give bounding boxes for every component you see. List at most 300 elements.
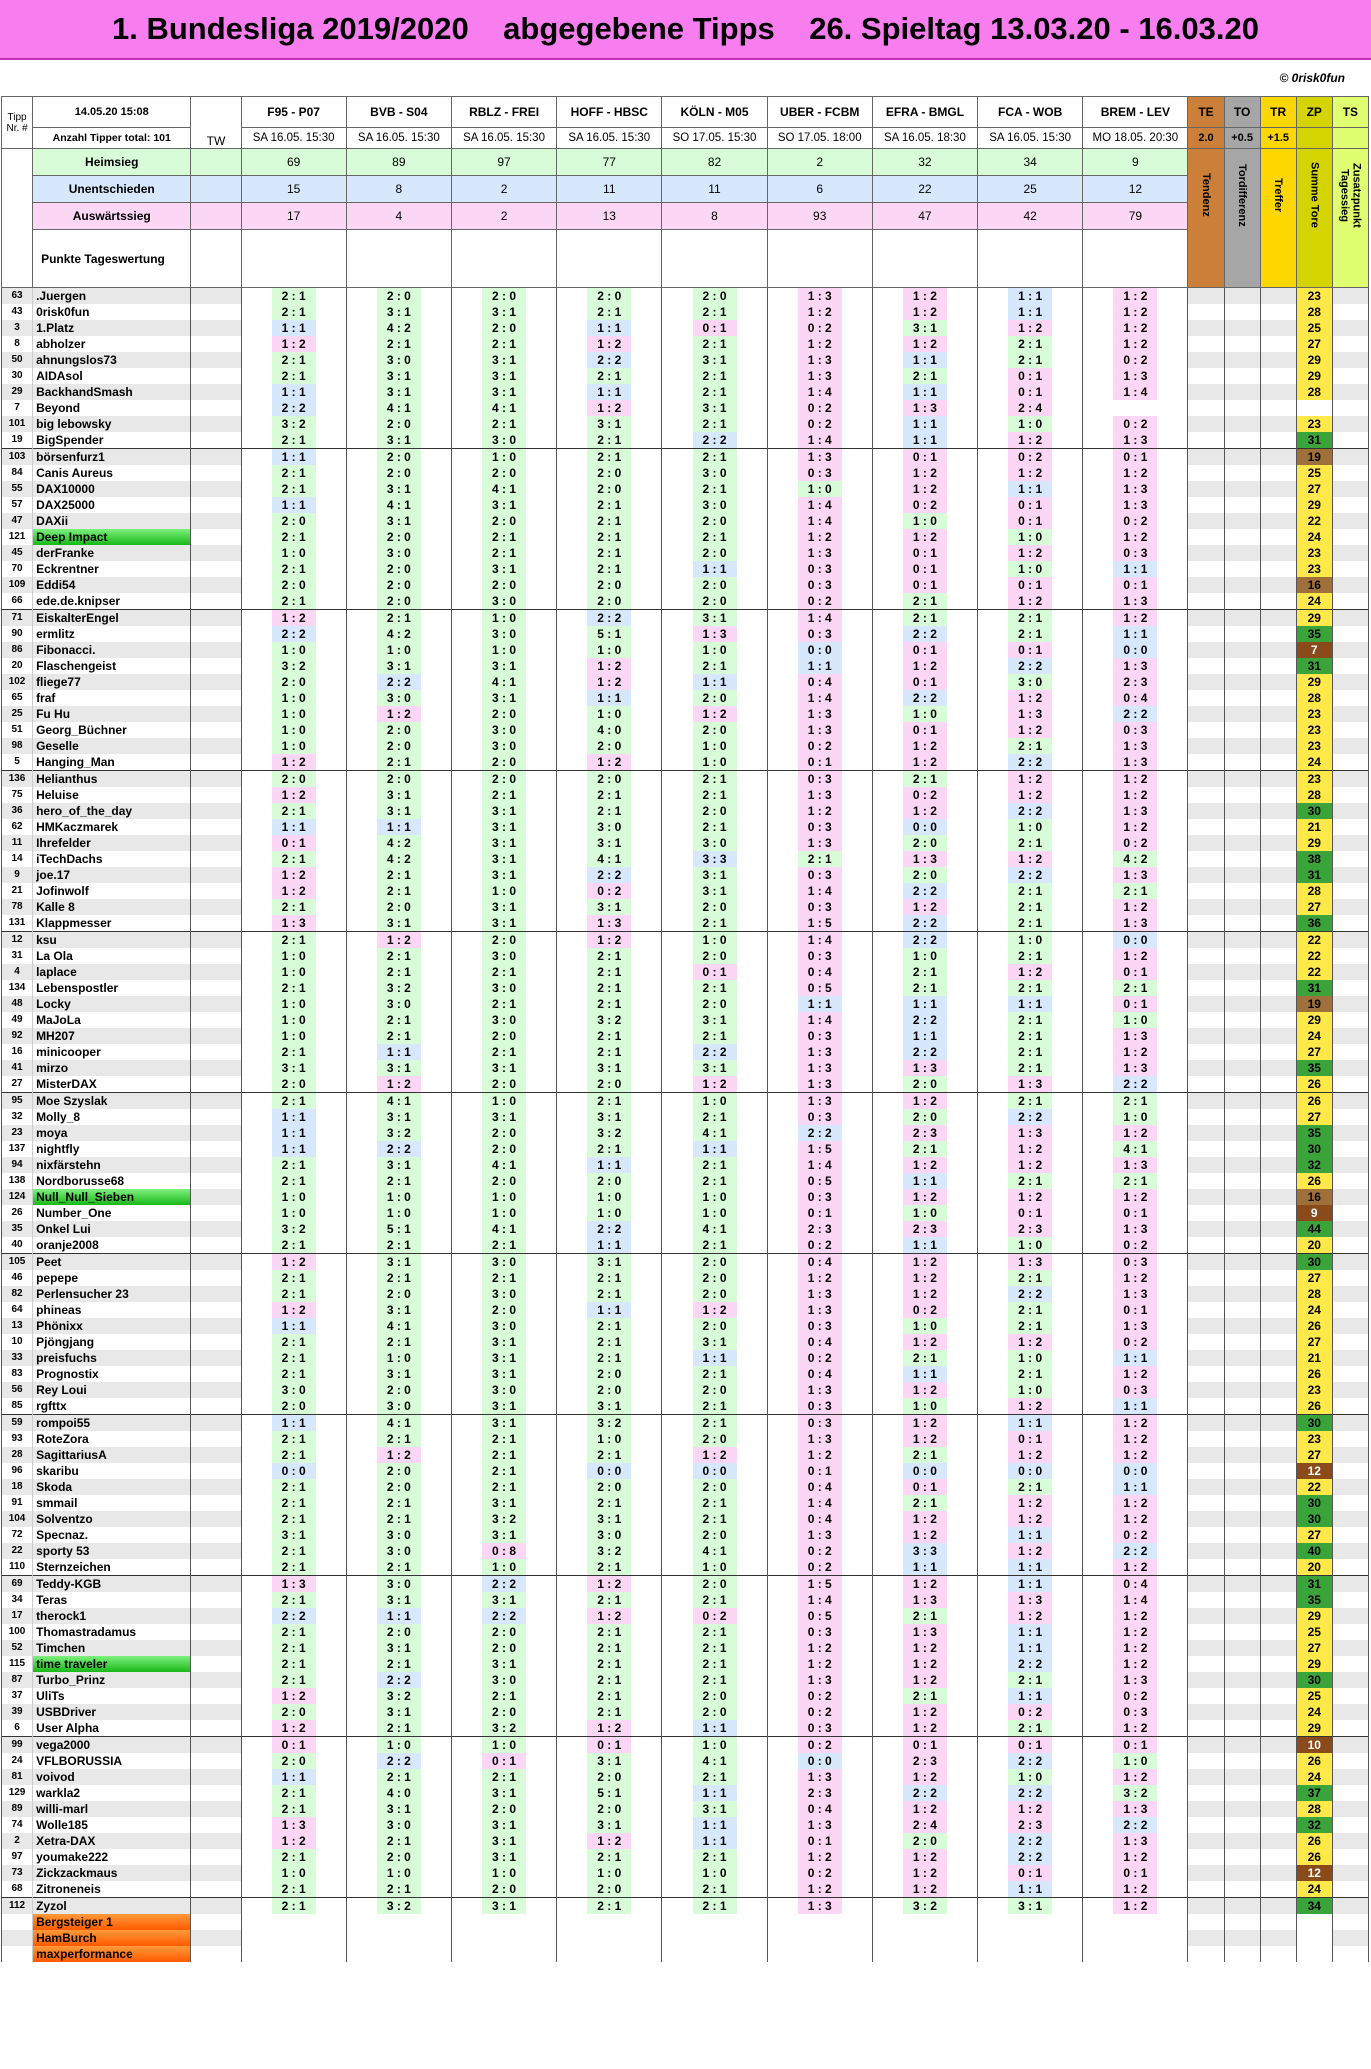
- tip-value: 1 : 0: [693, 1205, 737, 1221]
- tip-value: 1 : 1: [903, 1173, 947, 1189]
- player-row: [2, 1350, 1369, 1366]
- tip-cell: [346, 1881, 451, 1898]
- tr-cell: [1260, 1076, 1296, 1093]
- tip-cell: [767, 642, 872, 658]
- tip-value: 2 : 0: [482, 1640, 526, 1656]
- tip-value: 0 : 1: [798, 1463, 842, 1479]
- tip-cell: [872, 1350, 977, 1366]
- tip-cell: [557, 754, 662, 771]
- tip-value: 1 : 2: [903, 1415, 947, 1431]
- tip-cell: [978, 1366, 1083, 1382]
- tr-cell: [1260, 1511, 1296, 1527]
- tip-value: 2 : 2: [377, 1141, 421, 1157]
- tr-cell: [1260, 996, 1296, 1012]
- zp-value: 26: [1296, 1076, 1332, 1093]
- tip-cell: [451, 1382, 556, 1398]
- tip-value: 1 : 2: [377, 706, 421, 722]
- player-row: [2, 1704, 1369, 1720]
- tip-cell: [557, 819, 662, 835]
- tw-cell: [191, 1205, 241, 1221]
- tip-value: 1 : 2: [903, 754, 947, 770]
- tip-value: 2 : 1: [587, 1640, 631, 1656]
- tip-value: 2 : 1: [272, 1173, 316, 1189]
- player-name: rompoi55: [33, 1415, 191, 1432]
- tip-value: 2 : 1: [272, 803, 316, 819]
- points-cell: [767, 230, 872, 288]
- tip-value: 3 : 1: [482, 1495, 526, 1511]
- tip-value: 5 : 1: [377, 1221, 421, 1237]
- tip-value: 3 : 0: [693, 465, 737, 481]
- tip-value: 2 : 0: [377, 449, 421, 465]
- tip-value: 1 : 5: [798, 1141, 842, 1157]
- tip-cell: [346, 1205, 451, 1221]
- tip-cell: [346, 1833, 451, 1849]
- tip-value: 1 : 0: [903, 1318, 947, 1334]
- tip-cell: [662, 1463, 767, 1479]
- tip-cell: [557, 1205, 662, 1221]
- te-cell: [1188, 1769, 1224, 1785]
- tip-cell: [241, 1093, 346, 1110]
- tip-cell: [451, 1479, 556, 1495]
- tip-value: 4 : 1: [482, 400, 526, 416]
- tip-cell: [241, 368, 346, 384]
- zp-value: 44: [1296, 1221, 1332, 1237]
- tip-value: 1 : 3: [1113, 432, 1157, 448]
- player-row: [2, 610, 1369, 627]
- tw-cell: [191, 352, 241, 368]
- tw-cell: [191, 336, 241, 352]
- tip-cell: [557, 1898, 662, 1915]
- to-cell: [1224, 1286, 1260, 1302]
- player-row: [2, 416, 1369, 432]
- tip-value: 4 : 1: [693, 1753, 737, 1769]
- tip-value: 1 : 1: [272, 819, 316, 835]
- player-name: Georg_Büchner: [33, 722, 191, 738]
- tip-cell: [662, 803, 767, 819]
- tip-value: 1 : 1: [1008, 481, 1052, 497]
- tip-value: 2 : 1: [1008, 610, 1052, 626]
- tip-cell: [872, 1076, 977, 1093]
- to-cell: [1224, 1044, 1260, 1060]
- tip-value: 3 : 1: [482, 1817, 526, 1833]
- tip-cell: [872, 1672, 977, 1688]
- tip-value: 1 : 2: [1008, 1334, 1052, 1350]
- tip-cell: [767, 867, 872, 883]
- tip-value: 1 : 1: [903, 416, 947, 432]
- player-row: [2, 690, 1369, 706]
- tip-value: 2 : 1: [272, 1366, 316, 1382]
- player-row: [2, 899, 1369, 915]
- tip-cell: [1083, 1608, 1188, 1624]
- tip-cell: [978, 1125, 1083, 1141]
- tip-cell: [872, 1737, 977, 1754]
- tip-value: 2 : 1: [587, 996, 631, 1012]
- tip-cell: [557, 706, 662, 722]
- tip-value: 1 : 2: [1008, 1801, 1052, 1817]
- tw-cell: [191, 465, 241, 481]
- tip-cell: [557, 771, 662, 788]
- tip-value: 0 : 0: [903, 819, 947, 835]
- tip-cell: [346, 304, 451, 320]
- tipp-nr: 16: [2, 1044, 33, 1060]
- to-cell: [1224, 1559, 1260, 1576]
- tip-cell: [767, 706, 872, 722]
- tip-cell: [767, 449, 872, 466]
- tip-cell: [767, 1350, 872, 1366]
- to-cell: [1224, 1398, 1260, 1415]
- player-name: MH207: [33, 1028, 191, 1044]
- zp-value: 9: [1296, 1205, 1332, 1221]
- tip-value: 3 : 1: [377, 304, 421, 320]
- tw-spacer: [191, 176, 241, 203]
- player-row: [2, 1415, 1369, 1432]
- tip-cell: [872, 1704, 977, 1720]
- tip-value: 2 : 1: [587, 432, 631, 448]
- tw-cell: [191, 706, 241, 722]
- tip-value: 2 : 1: [693, 416, 737, 432]
- summary-label: Unentschieden: [33, 176, 191, 203]
- tip-value: 2 : 1: [693, 787, 737, 803]
- tip-value: 2 : 1: [903, 1688, 947, 1704]
- tip-cell: [557, 1559, 662, 1576]
- tip-value: 2 : 0: [377, 288, 421, 304]
- tip-cell: [978, 1415, 1083, 1432]
- player-name: mirzo: [33, 1060, 191, 1076]
- tip-value: 2 : 0: [377, 529, 421, 545]
- tip-value: 2 : 1: [587, 497, 631, 513]
- ts-cell: [1332, 899, 1368, 915]
- tip-cell: [1083, 883, 1188, 899]
- player-name: Eddi54: [33, 577, 191, 593]
- tip-cell: [241, 1640, 346, 1656]
- tip-cell: [241, 1044, 346, 1060]
- tip-value: 3 : 0: [693, 835, 737, 851]
- ts-cell: [1332, 1479, 1368, 1495]
- tip-value: 1 : 2: [903, 1881, 947, 1897]
- tip-cell: [241, 706, 346, 722]
- tip-cell: [346, 1898, 451, 1915]
- tw-cell: [191, 674, 241, 690]
- ts-cell: [1332, 497, 1368, 513]
- tip-value: 1 : 3: [1113, 738, 1157, 754]
- tip-value: 1 : 2: [272, 1254, 316, 1270]
- tip-value: 3 : 1: [482, 1833, 526, 1849]
- tipp-nr: 87: [2, 1672, 33, 1688]
- tip-value: 2 : 1: [693, 1640, 737, 1656]
- tip-cell: [241, 1012, 346, 1028]
- tip-value: 2 : 1: [903, 771, 947, 787]
- tip-cell: [767, 1431, 872, 1447]
- tip-value: 2 : 1: [1008, 1270, 1052, 1286]
- tip-cell: [241, 1543, 346, 1559]
- tip-cell: [241, 1592, 346, 1608]
- player-name: VFLBORUSSIA: [33, 1753, 191, 1769]
- tip-cell: [557, 722, 662, 738]
- zp-value: 37: [1296, 1785, 1332, 1801]
- tip-cell: [872, 1785, 977, 1801]
- tip-cell: [1083, 1881, 1188, 1898]
- tip-value: 1 : 3: [903, 1060, 947, 1076]
- tip-cell: [1083, 400, 1188, 416]
- tip-cell: [241, 1833, 346, 1849]
- tip-value: 2 : 0: [587, 1769, 631, 1785]
- tip-value: 1 : 2: [1113, 610, 1157, 626]
- tip-value: 2 : 1: [377, 610, 421, 626]
- tip-value: 2 : 1: [272, 899, 316, 915]
- tip-value: 0 : 3: [798, 948, 842, 964]
- tr-cell: [1260, 1608, 1296, 1624]
- zp-value: 7: [1296, 642, 1332, 658]
- tip-cell: [872, 1930, 977, 1946]
- tip-cell: [978, 1688, 1083, 1704]
- tr-cell: [1260, 288, 1296, 305]
- to-cell: [1224, 1656, 1260, 1672]
- tip-value: 2 : 1: [903, 368, 947, 384]
- tip-cell: [346, 706, 451, 722]
- tip-cell: [1083, 1865, 1188, 1881]
- ts-cell: [1332, 400, 1368, 416]
- tip-cell: [557, 1495, 662, 1511]
- tipp-nr: 92: [2, 1028, 33, 1044]
- tip-value: 2 : 0: [587, 465, 631, 481]
- ts-cell: [1332, 1608, 1368, 1624]
- zp-value: 29: [1296, 368, 1332, 384]
- zp-value: 29: [1296, 497, 1332, 513]
- tip-cell: [346, 481, 451, 497]
- tip-cell: [451, 1237, 556, 1254]
- tip-cell: [662, 368, 767, 384]
- tipp-nr: 124: [2, 1189, 33, 1205]
- tip-value: 0 : 3: [798, 899, 842, 915]
- tip-cell: [1083, 722, 1188, 738]
- tip-cell: [346, 1704, 451, 1720]
- tip-value: 2 : 2: [377, 1753, 421, 1769]
- player-row: [2, 1076, 1369, 1093]
- tip-value: 0 : 3: [798, 1398, 842, 1414]
- tip-value: 0 : 2: [798, 1543, 842, 1559]
- tip-value: 1 : 3: [1113, 915, 1157, 931]
- tip-cell: [451, 1720, 556, 1737]
- tip-value: 2 : 1: [693, 1592, 737, 1608]
- tip-value: 1 : 2: [1008, 320, 1052, 336]
- tip-count: 4: [346, 203, 451, 230]
- tip-value: 2 : 1: [377, 948, 421, 964]
- tr-cell: [1260, 819, 1296, 835]
- tip-cell: [557, 352, 662, 368]
- tip-cell: [978, 1109, 1083, 1125]
- tr-cell: [1260, 658, 1296, 674]
- tip-value: 5 : 1: [587, 626, 631, 642]
- tip-cell: [451, 384, 556, 400]
- tip-cell: [662, 1559, 767, 1576]
- player-row: [2, 481, 1369, 497]
- tip-value: 3 : 2: [272, 658, 316, 674]
- tip-cell: [872, 642, 977, 658]
- tip-cell: [241, 1270, 346, 1286]
- tip-value: 1 : 4: [798, 690, 842, 706]
- tip-value: 3 : 1: [587, 1398, 631, 1414]
- tip-cell: [1083, 1093, 1188, 1110]
- to-cell: [1224, 1334, 1260, 1350]
- tip-value: 1 : 2: [1113, 1849, 1157, 1865]
- special-col-label-cell: [1188, 149, 1224, 288]
- tip-cell: [451, 658, 556, 674]
- te-cell: [1188, 320, 1224, 336]
- tip-cell: [978, 1833, 1083, 1849]
- player-name: Eckrentner: [33, 561, 191, 577]
- tip-value: 1 : 2: [903, 1270, 947, 1286]
- tip-cell: [557, 1398, 662, 1415]
- match-time: SA 16.05. 15:30: [346, 128, 451, 149]
- tr-cell: [1260, 1946, 1296, 1962]
- tip-value: 1 : 0: [272, 706, 316, 722]
- tr-cell: [1260, 1189, 1296, 1205]
- te-cell: [1188, 1350, 1224, 1366]
- tip-cell: [346, 1076, 451, 1093]
- tipp-nr: 33: [2, 1350, 33, 1366]
- tip-value: 2 : 0: [587, 1076, 631, 1092]
- tr-cell: [1260, 1753, 1296, 1769]
- tip-value: 3 : 0: [482, 738, 526, 754]
- player-name: sporty 53: [33, 1543, 191, 1559]
- tip-cell: [662, 964, 767, 980]
- te-cell: [1188, 1849, 1224, 1865]
- tip-value: 3 : 2: [377, 1898, 421, 1914]
- to-cell: [1224, 1672, 1260, 1688]
- tip-cell: [241, 1125, 346, 1141]
- tip-value: 1 : 2: [1113, 1881, 1157, 1897]
- tip-cell: [978, 368, 1083, 384]
- tip-cell: [767, 1415, 872, 1432]
- tip-cell: [978, 593, 1083, 610]
- tip-cell: [241, 674, 346, 690]
- player-name: Hanging_Man: [33, 754, 191, 771]
- tip-cell: [1083, 1898, 1188, 1915]
- tip-value: 2 : 3: [903, 1125, 947, 1141]
- zp-value: 27: [1296, 1109, 1332, 1125]
- tip-cell: [662, 787, 767, 803]
- tip-value: 2 : 0: [587, 1382, 631, 1398]
- tip-cell: [978, 1334, 1083, 1350]
- tip-value: 1 : 3: [798, 1076, 842, 1092]
- tipp-nr: 12: [2, 932, 33, 949]
- tip-cell: [241, 899, 346, 915]
- tip-value: 1 : 3: [1113, 1028, 1157, 1044]
- tip-value: 1 : 2: [1113, 1366, 1157, 1382]
- te-cell: [1188, 1672, 1224, 1688]
- tip-cell: [451, 561, 556, 577]
- tip-cell: [978, 690, 1083, 706]
- tip-cell: [872, 1141, 977, 1157]
- tip-value: 2 : 0: [482, 1704, 526, 1720]
- tip-cell: [346, 1415, 451, 1432]
- tip-cell: [1083, 1849, 1188, 1865]
- tipp-nr: 35: [2, 1221, 33, 1237]
- tip-cell: [1083, 545, 1188, 561]
- ts-cell: [1332, 803, 1368, 819]
- player-name: Jofinwolf: [33, 883, 191, 899]
- tip-cell: [241, 1881, 346, 1898]
- tip-value: 2 : 1: [377, 754, 421, 770]
- tip-cell: [1083, 754, 1188, 771]
- tip-value: 1 : 2: [1113, 787, 1157, 803]
- tip-value: 0 : 1: [903, 722, 947, 738]
- tip-value: 2 : 0: [482, 513, 526, 529]
- tip-value: 1 : 1: [1113, 1350, 1157, 1366]
- tip-value: 0 : 2: [903, 497, 947, 513]
- tip-value: 1 : 1: [903, 1366, 947, 1382]
- tr-cell: [1260, 899, 1296, 915]
- player-name: derFranke: [33, 545, 191, 561]
- tip-cell: [557, 1463, 662, 1479]
- te-cell: [1188, 288, 1224, 305]
- player-name: pepepe: [33, 1270, 191, 1286]
- tip-value: 1 : 2: [903, 1672, 947, 1688]
- tip-value: 0 : 3: [798, 867, 842, 883]
- tip-cell: [872, 722, 977, 738]
- tip-value: 3 : 1: [482, 1060, 526, 1076]
- te-cell: [1188, 867, 1224, 883]
- tr-cell: [1260, 1559, 1296, 1576]
- tw-cell: [191, 1479, 241, 1495]
- tip-cell: [978, 771, 1083, 788]
- zp-value: 29: [1296, 352, 1332, 368]
- player-row: [2, 320, 1369, 336]
- tip-cell: [1083, 690, 1188, 706]
- zp-value: 26: [1296, 1318, 1332, 1334]
- tip-value: 3 : 1: [377, 1254, 421, 1270]
- tip-value: 3 : 0: [482, 1012, 526, 1028]
- player-row: [2, 449, 1369, 466]
- tip-value: 1 : 0: [693, 738, 737, 754]
- tipp-nr: 129: [2, 1785, 33, 1801]
- tip-value: 0 : 0: [1113, 1463, 1157, 1479]
- tw-cell: [191, 1769, 241, 1785]
- tr-cell: [1260, 1221, 1296, 1237]
- tip-value: 1 : 0: [1008, 932, 1052, 948]
- tip-cell: [451, 1898, 556, 1915]
- tip-value: 2 : 1: [377, 1881, 421, 1897]
- tipp-nr: 27: [2, 1076, 33, 1093]
- tip-value: 0 : 2: [798, 1559, 842, 1575]
- tip-cell: [1083, 642, 1188, 658]
- tip-cell: [662, 1881, 767, 1898]
- ts-cell: [1332, 1463, 1368, 1479]
- player-row: [2, 513, 1369, 529]
- te-cell: [1188, 1334, 1224, 1350]
- tip-cell: [557, 1237, 662, 1254]
- tip-count: 8: [346, 176, 451, 203]
- to-cell: [1224, 754, 1260, 771]
- tipp-nr: 25: [2, 706, 33, 722]
- te-cell: [1188, 497, 1224, 513]
- tip-value: 0 : 3: [1113, 1254, 1157, 1270]
- tip-cell: [451, 1060, 556, 1076]
- tip-cell: [557, 1511, 662, 1527]
- tip-cell: [767, 626, 872, 642]
- zp-value: 24: [1296, 1881, 1332, 1898]
- tip-cell: [557, 1608, 662, 1624]
- tip-cell: [1083, 803, 1188, 819]
- tr-cell: [1260, 867, 1296, 883]
- tip-cell: [662, 1527, 767, 1543]
- tip-value: 2 : 1: [587, 561, 631, 577]
- tipp-nr: 30: [2, 368, 33, 384]
- tr-cell: [1260, 529, 1296, 545]
- te-cell: [1188, 1833, 1224, 1849]
- tip-value: 3 : 0: [482, 593, 526, 609]
- to-cell: [1224, 1093, 1260, 1110]
